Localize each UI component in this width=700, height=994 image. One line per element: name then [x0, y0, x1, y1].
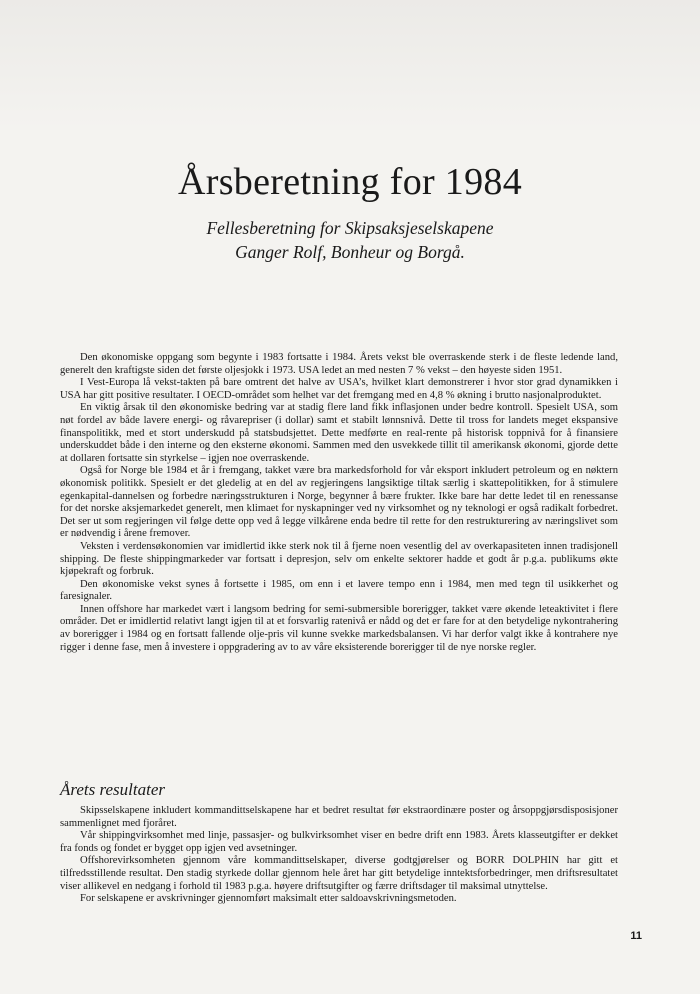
paragraph: Innen offshore har markedet vært i langsom bedring for semi-submersible borerigger, takket være økende leteaktivitet i flere områder. Det er imidlertid relativt langt igjen til at et forsvarlig ratenivå er nådd og det er fare for at den betydelige nykontrahering av borerigger i 1984 og en fortsatt fallende olje-pris vil kunne svekke markedsbalansen. Vi har derfor valgt ikke å kontrahere nye rigger i denne fase, men å investere i oppgradering av to av våre eksisterende borerigger til de nye norske regler. [60, 603, 618, 653]
paragraph: Offshorevirksomheten gjennom våre kommandittselskaper, diverse godtgjørelser og BORR DOLPHIN har gitt et tilfredsstillende resultat. Den stadig styrkede dollar gjennom hele året har gitt betydelige inntektsforbedringer, men driftsresultatet viser allikevel en nedgang i forhold til 1983 p.g.a. høyere driftsutgifter og færre driftsdager til maksimal utnyttelse. [60, 855, 618, 892]
paragraph: Den økonomiske oppgang som begynte i 1983 fortsatte i 1984. Årets vekst ble overraskende sterk i de fleste ledende land, generelt den kraftigste siden det første oljesjokk i 1973. USA ledet an med nesten 7 % vekst – den høyeste siden 1951. [60, 352, 618, 376]
paragraph: Den økonomiske vekst synes å fortsette i 1985, om enn i et lavere tempo enn i 1984, men med tegn til usikkerhet og faresignaler. [60, 578, 618, 603]
paragraph: Veksten i verdensøkonomien var imidlertid ikke sterk nok til å fjerne noen vesentlig del av overkapasiteten innen tradisjonell shipping. De fleste shippingmarkeder var fortsatt i depresjon, selv om enkelte sektorer hadde et godt år p.g.a. publikums økte kjøpekraft og forbruk. [60, 540, 618, 578]
page-subtitle [0, 216, 700, 264]
page-number: 11 [630, 930, 642, 942]
subtitle-line-2: Ganger Rolf, Bonheur og Borgå. [235, 242, 465, 262]
section-heading: Årets resultater [60, 780, 165, 799]
results-text [60, 805, 618, 906]
show-through-shading [0, 0, 700, 130]
subtitle-line-1: Fellesberetning for Skipsaksjeselskapene [206, 218, 494, 238]
paragraph: En viktig årsak til den økonomiske bedring var at stadig flere land fikk inflasjonen under bedre kontroll. Spesielt USA, som nøt fordel av både lavere energi- og råvarepriser (i dollar) samt et stabilt lønnsnivå. Dette til tross for landets meget ekspansive finanspolitikk, med et stort underskudd på statsbudsjettet. Dette medførte en real-rente på historisk toppnivå for å finansiere underskuddet både i den interne og den eksterne økonomi. Sammen med den usvekkede tillit til amerikansk økonomi, gjorde dette at dollaren fortsatte sin styrkelse – igjen noe overraskende. [60, 402, 618, 464]
paragraph: Skipsselskapene inkludert kommandittselskapene har et bedret resultat før ekstraordinære poster og årsoppgjørsdisposisjoner sammenlignet med fjoråret. [60, 805, 618, 829]
page-title: Årsberetning for 1984 [178, 161, 522, 203]
paragraph: I Vest-Europa lå vekst-takten på bare omtrent det halve av USA’s, hvilket klart demonstrerer i hvor stor grad dynamikken i USA har gitt positive resultater. I OECD-området som helhet var det fremgang med en 4,8 % økning i brutto nasjonalproduktet. [60, 377, 618, 401]
paragraph: Vår shippingvirksomhet med linje, passasjer- og bulkvirksomhet viser en bedre drift enn 1983. Årets klasseutgifter er dekket fra fonds og fondet er bygget opp igjen ved avsetninger. [60, 830, 618, 854]
main-text [60, 352, 618, 654]
paragraph: For selskapene er avskrivninger gjennomført maksimalt etter saldoavskrivningsmetoden. [80, 893, 457, 905]
paragraph: Også for Norge ble 1984 et år i fremgang, takket være bra markedsforhold for vår eksport inkludert petroleum og en nøktern økonomisk politikk. Spesielt er det gledelig at en del av regjeringens langsiktige tiltak særlig i skattepolitikken, for å stimulere egenkapital-dannelsen og forbedre næringsstrukturen i Norge, begynner å bære frukter. Ikke bare har dette ledet til en renessanse for det norske aksjemarkedet generelt, men klimaet for nyskapninger ved ny virksomhet og ny teknologi er også radikalt forbedret. Det ser ut som regjeringen vil følge dette opp ved å legge vilkårene enda bedre til rette for den restrukturering av næringslivet som er nødvendig i årene fremover. [60, 465, 618, 540]
